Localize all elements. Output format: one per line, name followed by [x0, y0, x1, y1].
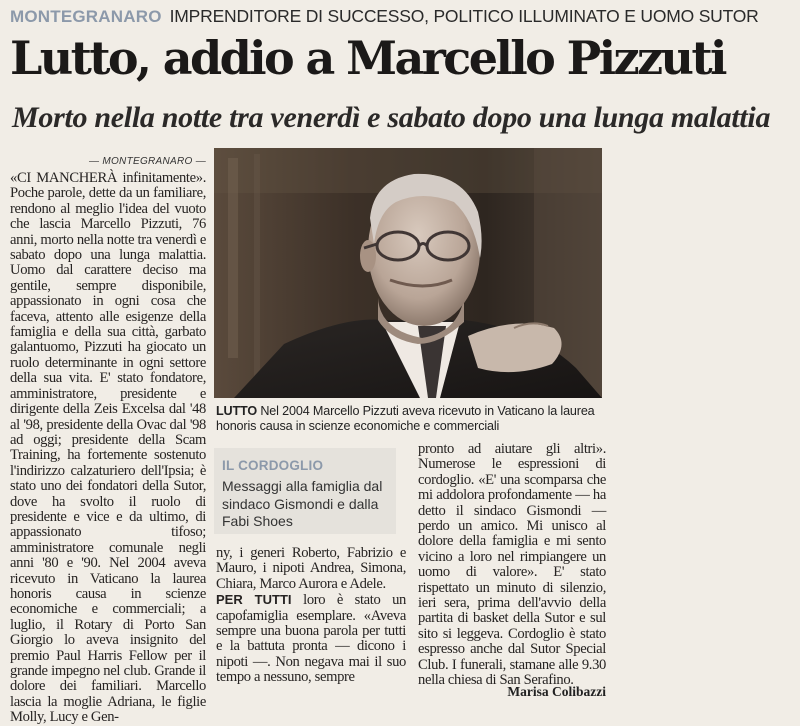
body-text-col2-part-b: loro è stato un capofamiglia esemplare. «Aveva sempre una buona parola per tutti e la battuta pronta — dicono i nipoti —. Non negava mai il suo tempo a nessuno, sempre — [216, 592, 406, 686]
paragraph-lead: PER TUTTI — [216, 592, 292, 608]
subheadline: Morto nella notte tra venerdì e sabato dopo una lunga malattia — [12, 101, 771, 134]
article-column-3 — [418, 441, 606, 689]
article-column-1 — [10, 156, 206, 726]
photo-caption — [216, 404, 606, 434]
portrait-image — [214, 148, 602, 398]
body-text-col2-part-a: ny, i generi Roberto, Fabrizio e Mauro, i nipoti Andrea, Simona, Chiara, Marco Aurora e Adele. — [216, 545, 406, 592]
dateline: — MONTEGRANARO — — [88, 156, 206, 167]
body-text-col3: pronto ad aiutare gli altri». Numerose le espressioni di cordoglio. «E' una scomparsa che mi addolora profondamente — ha detto il sindaco Gismondi — perdo un amico. Mi unisco al dolore della famiglia e mi sento vicino a loro nel rimpiangere un uomo di valore». E' stato rispettato un minuto di silenzio, ieri sera, prima dell'avvio della partita di basket della Sutor e sul sito si leggeva. Cordoglio è stato espresso anche dal Sutor Special Club. I funerali, stamane alle 9.30 nella chiesa di San Serafino. — [418, 441, 606, 689]
caption-text: Nel 2004 Marcello Pizzuti aveva ricevuto in Vaticano la laurea honoris causa in scienze economiche e commerciali — [216, 404, 595, 433]
portrait-photo — [214, 148, 602, 398]
kicker — [10, 6, 800, 28]
kicker-place: MONTEGRANARO — [10, 7, 162, 26]
box-label: IL CORDOGLIO — [222, 458, 324, 473]
headline: Lutto, addio a Marcello Pizzuti — [10, 31, 725, 85]
box-title: Messaggi alla famiglia dal sindaco Gismondi e dalla Fabi Shoes — [222, 478, 383, 529]
kicker-subtitle: IMPRENDITORE DI SUCCESSO, POLITICO ILLUMINATO E UOMO SUTOR — [169, 6, 759, 26]
body-text-col1: «CI MANCHERÀ infinitamente». Poche parole, dette da un familiare, rendono al meglio l'idea del vuoto che lascia Marcello Pizzuti, 76 anni, morto nella notte tra venerdì e sabato dopo una lunga malattia. Uomo dal carattere deciso ma gentile, sempre disponibile, appassionato in ogni cosa che faceva, attento alle esigenze della famiglia e della sua città, garbato galantuomo, Pizzuti ha giocato un ruolo determinante in ogni settore della sua vita. E' stato fondatore, amministratore, presidente e dirigente della Zeis Excelsa dal '48 al '98, presidente della Ovac dal '98 ad oggi; presidente della Scam Training, ha fortemente sostenuto l'indirizzo calzaturiero dell'Ipsia; è stato uno dei fondatori della Sutor, dove ha svolto il ruolo di presidente e vice e da ultimo, di appassionato tifoso; amministratore comunale negli anni '80 e '90. Nel 2004 aveva ricevuto in Vaticano la laurea honoris causa in scienze economiche e commerciali; a luglio, il Rotary di Porto San Giorgio lo aveva insignito del premio Paul Harris Fellow per il grande impegno nel club. Grande il dolore dei familiari. Marcello lascia la moglie Adriana, le figlie Molly, Lucy e Gen- — [10, 170, 206, 726]
byline: Marisa Colibazzi — [507, 684, 606, 699]
sidebar-box — [214, 448, 396, 534]
article-column-2 — [216, 546, 406, 696]
body-text-col2 — [216, 546, 406, 696]
caption-lead: LUTTO — [216, 404, 257, 418]
